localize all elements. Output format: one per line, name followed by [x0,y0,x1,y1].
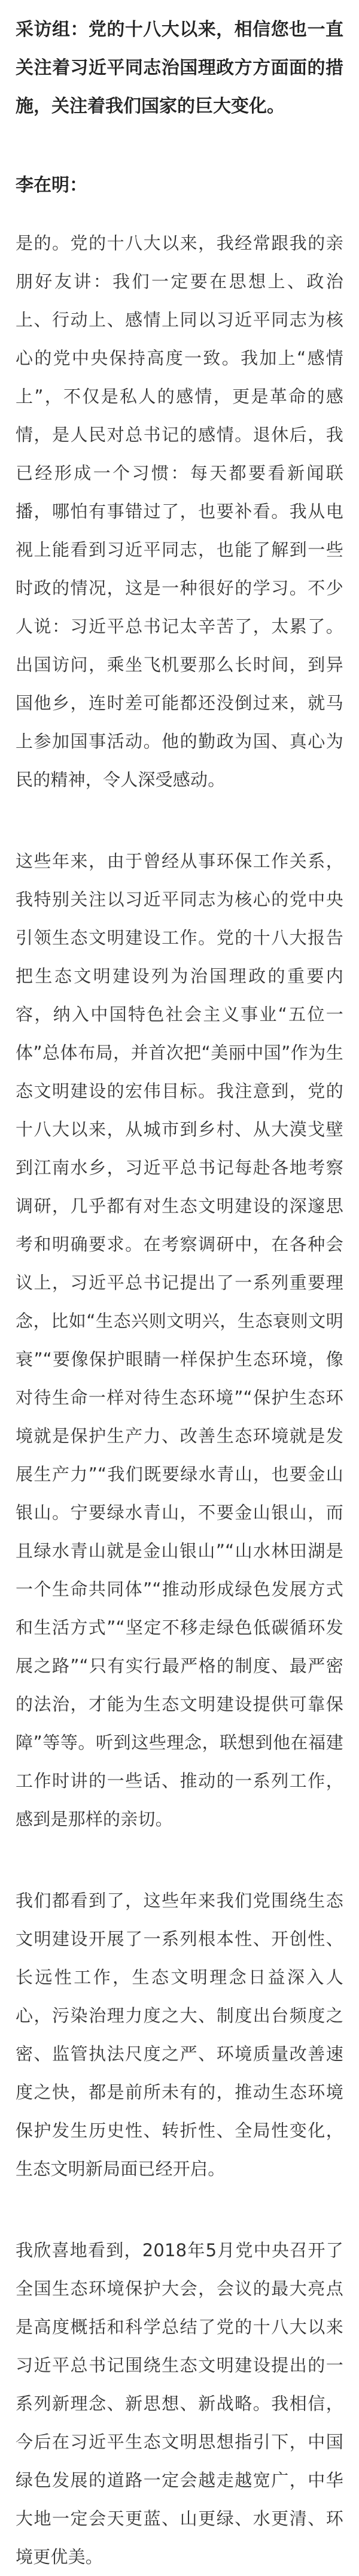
answer-paragraph-2: 这些年来，由于曾经从事环保工作关系，我特别关注以习近平同志为核心的党中央引领生态文明建设工作。党的十八大报告把生态文明建设列为治国理政的重要内容，纳入中国特色社会主义事业“五位一体”总体布局，并首次把“美丽中国”作为生态文明建设的宏伟目标。我注意到，党的十八大以来，从城市到乡村、从大漠戈壁到江南水乡，习近平总书记每赴各地考察调研，几乎都有对生态文明建设的深邃思考和明确要求。在考察调研中，在各种会议上，习近平总书记提出了一系列重要理念，比如“生态兴则文明兴，生态衰则文明衰”“要像保护眼睛一样保护生态环境，像对待生命一样对待生态环境”“保护生态环境就是保护生产力、改善生态环境就是发展生产力”“我们既要绿水青山，也要金山银山。宁要绿水青山，不要金山银山，而且绿水青山就是金山银山”“山水林田湖是一个生命共同体”“推动形成绿色发展方式和生活方式”“坚定不移走绿色低碳循环发展之路”“只有实行最严格的制度、最严密的法治，才能为生态文明建设提供可靠保障”等等。听到这些理念，联想到他在福建工作时讲的一些话、推动的一系列工作，感到是那样的亲切。 [16,851,343,1829]
answer-paragraph-4: 我欣喜地看到，2018年5月党中央召开了全国生态环境保护大会，会议的最大亮点是高度概括和科学总结了党的十八大以来习近平总书记围绕生态文明建设提出的一系列新理念、新思想、新战略。我相信，今后在习近平生态文明思想指引下，中国绿色发展的道路一定会越走越宽广，中华大地一定会天更蓝、山更绿、水更清、环境更优美。 [16,2240,343,2567]
answer-paragraph-1: 是的。党的十八大以来，我经常跟我的亲朋好友讲：我们一定要在思想上、政治上、行动上、感情上同以习近平同志为核心的党中央保持高度一致。我加上“感情上”，不仅是私人的感情，更是革命的感情，是人民对总书记的感情。退休后，我已经形成一个习惯：每天都要看新闻联播，哪怕有事错过了，也要补看。我从电视上能看到习近平同志，也能了解到一些时政的情况，这是一种很好的学习。不少人说：习近平总书记太辛苦了，太累了。出国访问，乘坐飞机要那么长时间，到异国他乡，连时差可能都还没倒过来，就马上参加国事活动。他的勤政为国、真心为民的精神，令人深受感动。 [16,233,343,790]
answer-paragraph-3: 我们都看到了，这些年来我们党围绕生态文明建设开展了一系列根本性、开创性、长远性工作，生态文明理念日益深入人心，污染治理力度之大、制度出台频度之密、监管执法尺度之严、环境质量改善速度之快，都是前所未有的，推动生态环境保护发生历史性、转折性、全局性变化，生态文明新局面已经开启。 [16,1890,343,2179]
article [0,11,359,2576]
interview-question: 采访组：党的十八大以来，相信您也一直关注着习近平同志治国理政方方面面的措施，关注着我们国家的巨大变化。 [16,19,343,117]
speaker-label: 李在明： [16,175,87,196]
